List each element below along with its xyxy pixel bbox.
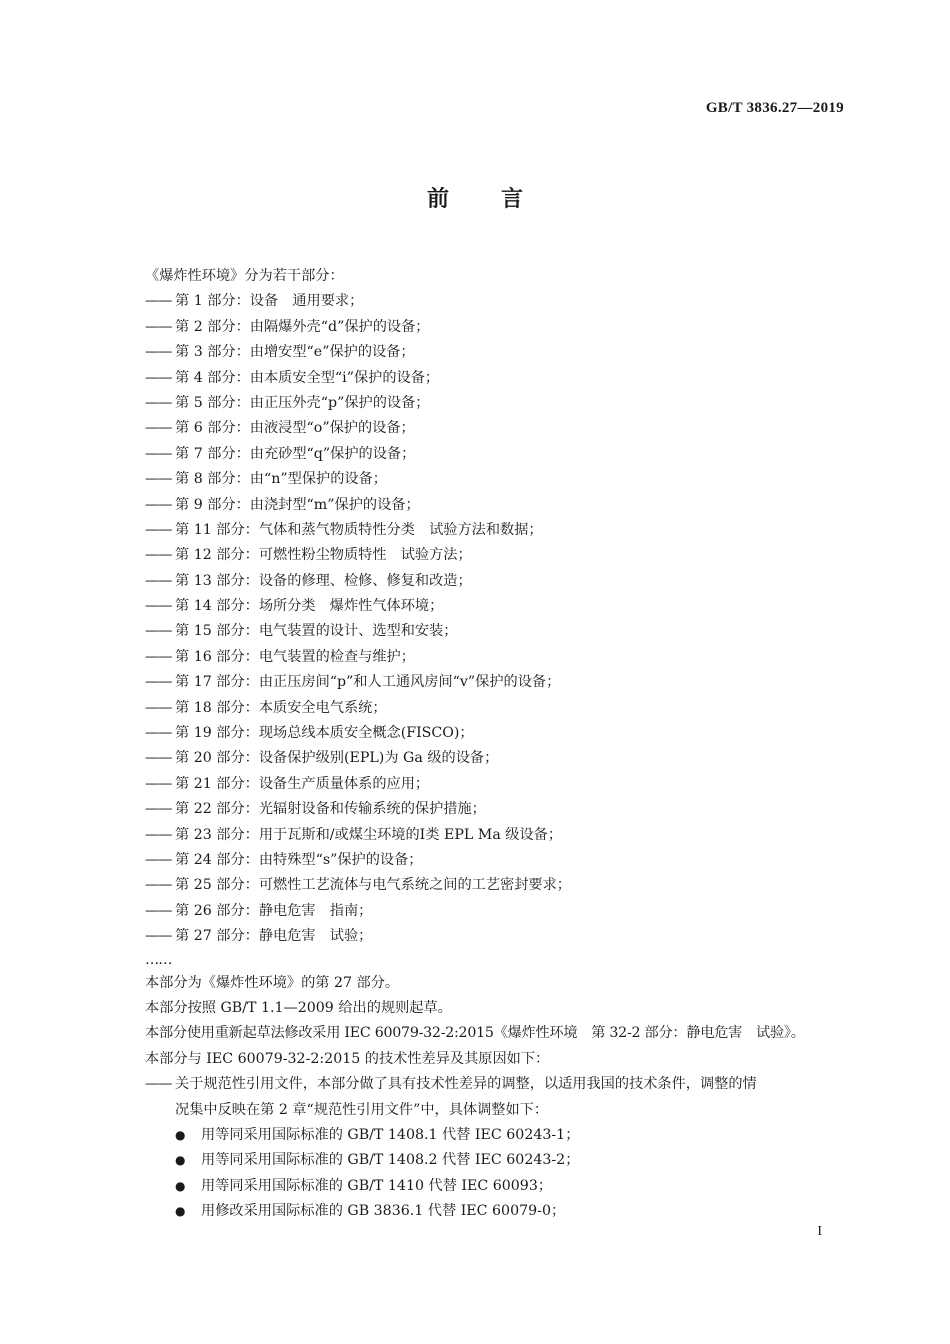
diff-item-line1: 关于规范性引用文件，本部分做了具有技术性差异的调整，以适用我国的技术条件，调整的情	[175, 1076, 757, 1093]
paragraph: 本部分按照 GB/T 1.1—2009 给出的规则起草。	[145, 999, 452, 1016]
part-item	[145, 569, 845, 594]
part-item-text: 第 16 部分：电气装置的检查与维护；	[175, 648, 415, 665]
part-item-text: 第 1 部分：设备 通用要求；	[175, 293, 364, 310]
part-item-text: 第 17 部分：由正压房间“p”和人工通风房间“v”保护的设备；	[175, 674, 561, 691]
part-item-text: 第 27 部分：静电危害 试验；	[175, 928, 373, 945]
part-item	[145, 873, 845, 898]
bullet-item-text: 用等同采用国际标准的 GB/T 1408.2 代替 IEC 60243-2；	[201, 1152, 580, 1169]
dash-mark: ——	[145, 877, 172, 894]
part-item-text: 第 6 部分：由液浸型“o”保护的设备；	[175, 420, 415, 437]
part-item-text: 第 12 部分：可燃性粉尘物质特性 试验方法；	[175, 547, 472, 564]
dash-mark: ——	[145, 699, 172, 716]
dash-mark: ——	[145, 902, 172, 919]
bullet-item	[145, 1174, 845, 1199]
dash-mark: ——	[145, 420, 172, 437]
part-item	[145, 899, 845, 924]
paragraph: 本部分与 IEC 60079-32-2:2015 的技术性差异及其原因如下：	[145, 1050, 550, 1067]
dash-mark: ——	[145, 547, 172, 564]
dash-mark: ——	[145, 369, 172, 386]
part-item	[145, 594, 845, 619]
part-item-text: 第 20 部分：设备保护级别(EPL)为 Ga 级的设备；	[175, 750, 499, 767]
part-item-text: 第 3 部分：由增安型“e”保护的设备；	[175, 344, 415, 361]
part-item	[145, 493, 845, 518]
foreword-body	[145, 264, 845, 1224]
part-item-text: 第 25 部分：可燃性工艺流体与电气系统之间的工艺密封要求；	[175, 877, 571, 894]
part-item	[145, 391, 845, 416]
part-item	[145, 543, 845, 568]
diff-item-continuation: 况集中反映在第 2 章“规范性引用文件”中，具体调整如下：	[175, 1101, 549, 1118]
part-item-text: 第 4 部分：由本质安全型“i”保护的设备；	[175, 369, 440, 386]
dash-mark: ——	[145, 344, 172, 361]
part-item	[145, 848, 845, 873]
part-item	[145, 823, 845, 848]
part-item-text: 第 2 部分：由隔爆外壳“d”保护的设备；	[175, 318, 430, 335]
part-item	[145, 670, 845, 695]
part-item	[145, 467, 845, 492]
part-item-text: 第 7 部分：由充砂型“q”保护的设备；	[175, 445, 416, 462]
part-item	[145, 721, 845, 746]
part-item	[145, 518, 845, 543]
part-item	[145, 442, 845, 467]
dash-mark: ——	[145, 445, 172, 462]
dash-mark: ——	[145, 598, 172, 615]
bullet-item	[145, 1123, 845, 1148]
part-item	[145, 645, 845, 670]
part-item-text: 第 15 部分：电气装置的设计、选型和安装；	[175, 623, 458, 640]
part-item-text: 第 19 部分：现场总线本质安全概念(FISCO)；	[175, 725, 474, 742]
dash-mark: ——	[145, 1076, 172, 1093]
paragraph: 本部分使用重新起草法修改采用 IEC 60079-32-2:2015《爆炸性环境 第 32-2 部分：静电危害 试验》。	[145, 1025, 805, 1042]
bullet-item	[145, 1148, 845, 1173]
dash-mark: ——	[145, 928, 172, 945]
part-item	[145, 416, 845, 441]
part-item-text: 第 23 部分：用于瓦斯和/或煤尘环境的Ⅰ类 EPL Ma 级设备；	[175, 826, 563, 843]
part-item-text: 第 13 部分：设备的修理、检修、修复和改造；	[175, 572, 472, 589]
diff-item	[145, 1072, 845, 1097]
dash-mark: ——	[145, 851, 172, 868]
standard-code: GB/T 3836.27—2019	[705, 100, 844, 116]
part-item-text: 第 8 部分：由“n”型保护的设备；	[175, 471, 387, 488]
part-item	[145, 315, 845, 340]
part-item	[145, 696, 845, 721]
page-number: I	[817, 1224, 822, 1239]
part-item-text: 第 26 部分：静电危害 指南；	[175, 902, 373, 919]
parts-list	[145, 289, 845, 949]
bullet-dot-icon: ●	[175, 1153, 186, 1168]
bullet-list	[145, 1123, 845, 1225]
part-item	[145, 366, 845, 391]
dash-mark: ——	[145, 394, 172, 411]
ellipsis: ……	[145, 951, 172, 968]
part-item	[145, 289, 845, 314]
part-item	[145, 340, 845, 365]
dash-mark: ——	[145, 293, 172, 310]
part-item	[145, 772, 845, 797]
bullet-dot-icon: ●	[175, 1127, 186, 1142]
dash-mark: ——	[145, 775, 172, 792]
page-title: 前言	[426, 187, 575, 212]
bullet-dot-icon: ●	[175, 1204, 186, 1219]
dash-mark: ——	[145, 496, 172, 513]
paragraph: 本部分为《爆炸性环境》的第 27 部分。	[145, 974, 400, 991]
dash-mark: ——	[145, 318, 172, 335]
dash-mark: ——	[145, 725, 172, 742]
part-item	[145, 797, 845, 822]
part-item-text: 第 24 部分：由特殊型“s”保护的设备；	[175, 851, 423, 868]
dash-mark: ——	[145, 623, 172, 640]
dash-mark: ——	[145, 648, 172, 665]
part-item	[145, 924, 845, 949]
part-item-text: 第 9 部分：由浇封型“m”保护的设备；	[175, 496, 420, 513]
part-item-text: 第 11 部分：气体和蒸气物质特性分类 试验方法和数据；	[175, 521, 543, 538]
bullet-item-text: 用等同采用国际标准的 GB/T 1408.1 代替 IEC 60243-1；	[201, 1126, 580, 1143]
part-item-text: 第 18 部分：本质安全电气系统；	[175, 699, 387, 716]
dash-mark: ——	[145, 801, 172, 818]
dash-mark: ——	[145, 521, 172, 538]
dash-mark: ——	[145, 674, 172, 691]
part-item	[145, 619, 845, 644]
dash-mark: ——	[145, 750, 172, 767]
part-item-text: 第 22 部分：光辐射设备和传输系统的保护措施；	[175, 801, 486, 818]
part-item-text: 第 14 部分：场所分类 爆炸性气体环境；	[175, 598, 444, 615]
dash-mark: ——	[145, 471, 172, 488]
part-item	[145, 746, 845, 771]
bullet-item-text: 用等同采用国际标准的 GB/T 1410 代替 IEC 60093；	[201, 1177, 553, 1194]
part-item-text: 第 5 部分：由正压外壳“p”保护的设备；	[175, 394, 430, 411]
bullet-item	[145, 1199, 845, 1224]
bullet-dot-icon: ●	[175, 1178, 186, 1193]
intro-line: 《爆炸性环境》分为若干部分：	[145, 268, 344, 284]
part-item-text: 第 21 部分：设备生产质量体系的应用；	[175, 775, 430, 792]
dash-mark: ——	[145, 572, 172, 589]
bullet-item-text: 用修改采用国际标准的 GB 3836.1 代替 IEC 60079-0；	[201, 1203, 566, 1220]
dash-mark: ——	[145, 826, 172, 843]
